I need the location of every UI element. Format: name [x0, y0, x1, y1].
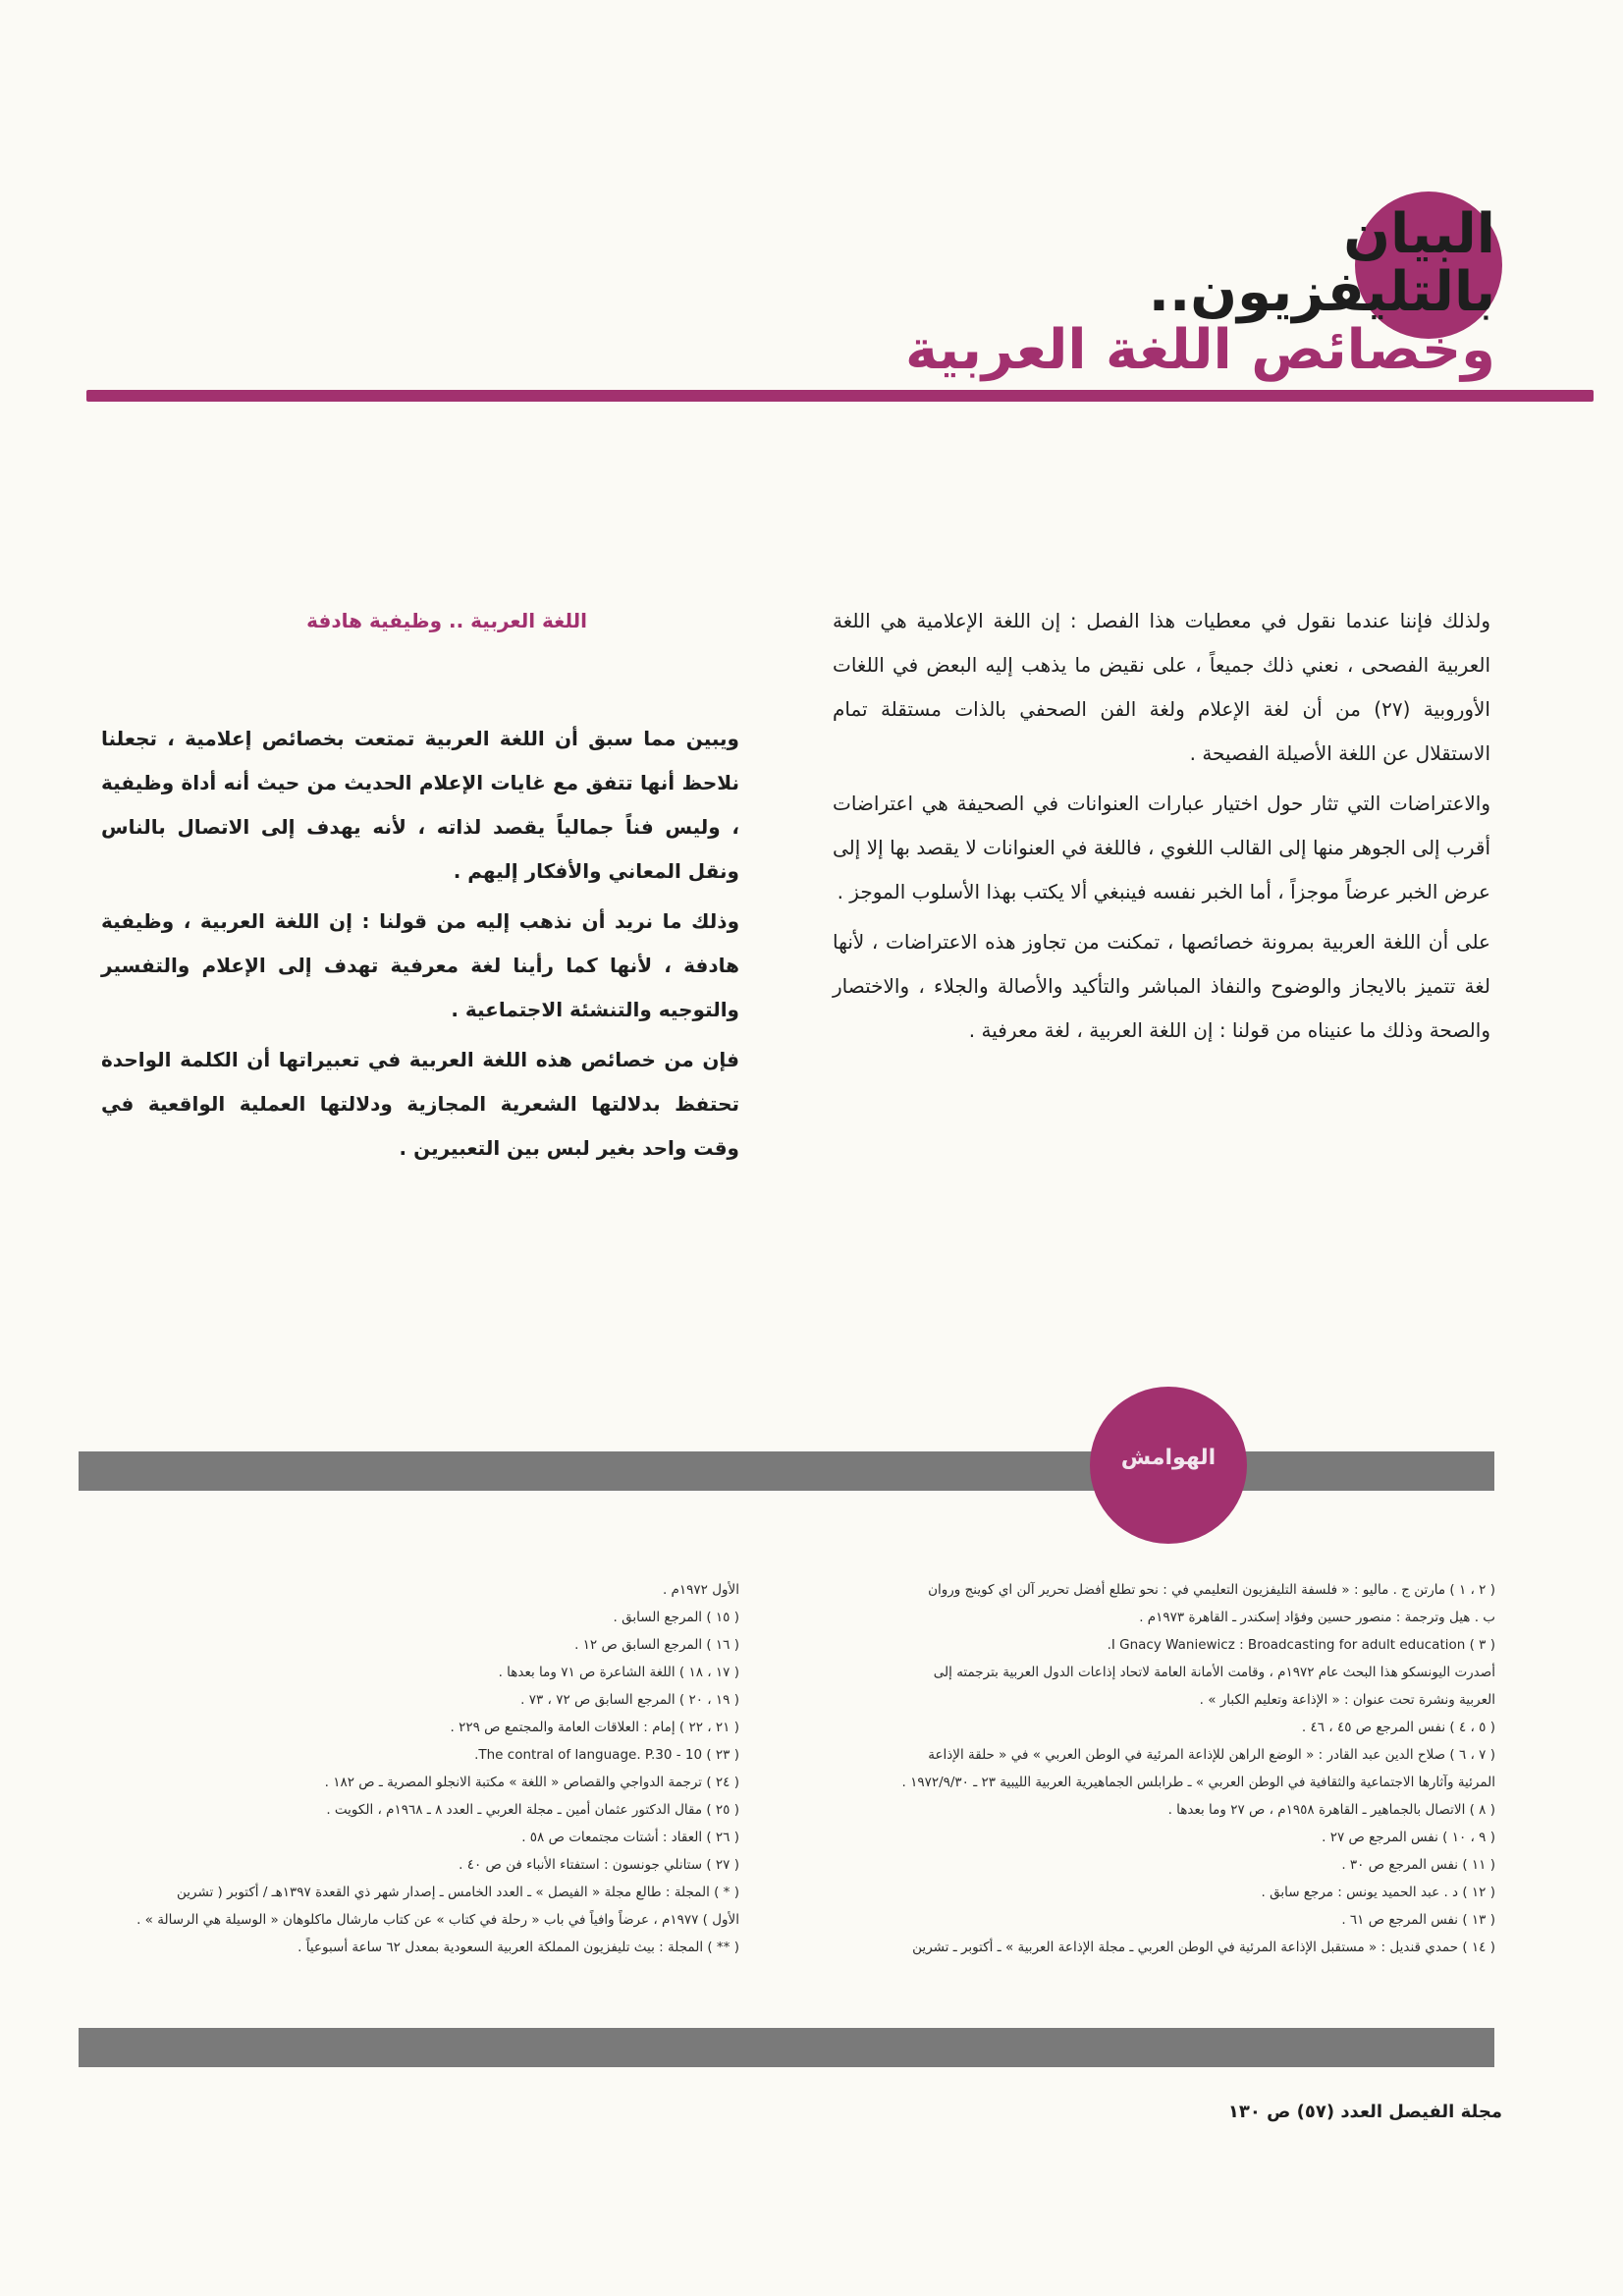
footnote-line: ( ١٧ ، ١٨ ) اللغة الشاعرة ص ٧١ وما بعدها .	[498, 1665, 739, 1680]
paragraph: على أن اللغة العربية بمرونة خصائصها ، تمكنت من تجاوز هذه الاعتراضات ، لأنها لغة تتميز بالايجاز والوضوح والنفاذ المباشر والتأكيد والأصالة والجلاء ، والاختصار والصحة وذلك ما عنيناه من قولنا : إن اللغة العربية ، لغة معرفية .	[833, 930, 1490, 1042]
footnote-line: ( ٢٥ ) مقال الدكتور عثمان أمين ـ مجلة العربي ـ العدد ٨ ـ ١٩٦٨م ، الكويت .	[326, 1802, 739, 1818]
footnote-line: ب . هيل وترجمة : منصور حسين وفؤاد إسكندر ـ القاهرة ١٩٧٣م .	[1139, 1610, 1495, 1625]
footnote-line: ( ** ) المجلة : بيث تليفزيون المملكة العربية السعودية بمعدل ٦٢ ساعة أسبوعياً .	[298, 1940, 739, 1955]
footnote-line: الأول ) ١٩٧٧م ، عرضاً وافياً في باب « رحلة في كتاب » عن كتاب مارشال ماكلوهان « الوسيلة هي الرسالة » .	[136, 1912, 739, 1928]
paragraph: ولذلك فإننا عندما نقول في معطيات هذا الفصل : إن اللغة الإعلامية هي اللغة العربية الفصحى ، نعني ذلك جميعاً ، على نقيض ما يذهب إليه البعض في اللغات الأوروبية (٢٧) من أن لغة الإعلام ولغة الفن الصحفي بالذات مستقلة تمام الاستقلال عن اللغة الأصيلة الفصيحة .	[833, 609, 1490, 765]
footnote-line: العربية ونشرة تحت عنوان : « الإذاعة وتعليم الكبار » .	[1199, 1692, 1495, 1708]
title-line-2: بالتليفزيون..	[1148, 259, 1495, 324]
footnotes-column-left	[111, 1576, 739, 1961]
footnote-line: المرئية وآثارها الاجتماعية والثقافية في الوطن العربي » ـ طرابلس الجماهيرية العربية الليبية ٢٣ ـ ١٩٧٢/٩/٣٠ .	[901, 1775, 1495, 1790]
paragraph: فإن من خصائص هذه اللغة العربية في تعبيراتها أن الكلمة الواحدة تحتفظ بدلالتها الشعرية المجازية ودلالتها العملية الواقعية في وقت واحد بغير لبس بين التعبيرين .	[101, 1048, 739, 1160]
bottom-divider-bar	[79, 2028, 1494, 2067]
paragraph: والاعتراضات التي تثار حول اختيار عبارات العنوانات في الصحيفة هي اعتراضات أقرب إلى الجوهر منها إلى القالب اللغوي ، فاللغة في العنوانات لا يقصد بها إلا إلى عرض الخبر عرضاً موجزاً ، أما الخبر نفسه فينبغي ألا يكتب بهذا الأسلوب الموجز .	[833, 792, 1490, 903]
footnote-line: ( ٩ ، ١٠ ) نفس المرجع ص ٢٧ .	[1322, 1830, 1495, 1845]
title-line-3: وخصائص اللغة العربية	[905, 317, 1495, 382]
footnote-line: ( ٢٣ ) The contral of language. P.30 - 10.	[474, 1747, 739, 1763]
title-line-1: البيان	[1343, 202, 1495, 266]
footnote-line: ( ١٦ ) المرجع السابق ص ١٢ .	[574, 1637, 739, 1653]
paragraph: ويبين مما سبق أن اللغة العربية تمتعت بخصائص إعلامية ، تجعلنا نلاحظ أنها تتفق مع غايات الإعلام الحديث من حيث أنه أداة وظيفية ، وليس فناً جمالياً يقصد لذاته ، لأنه يهدف إلى الاتصال بالناس ونقل المعاني والأفكار إليهم .	[101, 727, 739, 883]
footnote-line: ( ١٥ ) المرجع السابق .	[613, 1610, 739, 1625]
footnote-line: ( ٢ ، ١ ) مارتن ج . ماليو : « فلسفة التليفزيون التعليمي في : نحو تطلع أفضل تحرير آلن اي كوينج وروان	[928, 1582, 1495, 1598]
footnote-line: ( ٧ ، ٦ ) صلاح الدين عبد القادر : « الوضع الراهن للإذاعة المرئية في الوطن العربي » في « حلقة الإذاعة	[928, 1747, 1495, 1763]
footnote-line: ( ١٢ ) د . عبد الحميد يونس : مرجع سابق .	[1261, 1885, 1495, 1900]
footnote-line: ( ٢١ ، ٢٢ ) إمام : العلاقات العامة والمجتمع ص ٢٢٩ .	[450, 1720, 739, 1735]
footnote-line: ( ٥ ، ٤ ) نفس المرجع ص ٤٥ ، ٤٦ .	[1301, 1720, 1495, 1735]
body-column-right	[833, 599, 1490, 1059]
footnotes-column-right	[808, 1576, 1495, 1961]
page-footer: مجلة الفيصل العدد (٥٧) ص ١٣٠	[1227, 2102, 1502, 2122]
title-divider	[86, 390, 1594, 402]
footnotes-label: الهوامش	[1120, 1446, 1217, 1470]
footnote-line: ( ١٩ ، ٢٠ ) المرجع السابق ص ٧٢ ، ٧٣ .	[520, 1692, 739, 1708]
footnote-line: ( ٣ ) I Gnacy Waniewicz : Broadcasting for adult education.	[1107, 1637, 1495, 1653]
footnote-line: ( * ) المجلة : طالع مجلة « الفيصل » ـ العدد الخامس ـ إصدار شهر ذي القعدة ١٣٩٧هـ / أكتوبر ( تشرين	[176, 1885, 739, 1900]
footnote-line: أصدرت اليونسكو هذا البحث عام ١٩٧٢م ، وقامت الأمانة العامة لاتحاد إذاعات الدول العربية بترجمته إلى	[933, 1665, 1495, 1680]
body-column-left	[101, 717, 739, 1176]
footnote-line: ( ١٣ ) نفس المرجع ص ٦١ .	[1341, 1912, 1495, 1928]
section-subheading: اللغة العربية .. وظيفية هادفة	[306, 609, 587, 632]
article-title	[612, 202, 1495, 382]
footnote-line: ( ٢٦ ) العقاد : أشتات مجتمعات ص ٥٨ .	[521, 1830, 739, 1845]
footnote-line: ( ١٤ ) حمدي قنديل : « مستقبل الإذاعة المرئية في الوطن العربي ـ مجلة الإذاعة العربية » ـ أكتوبر ـ تشرين	[912, 1940, 1495, 1955]
footnote-line: ( ٢٧ ) ستانلي جونسون : استفتاء الأنباء فن ص ٤٠ .	[459, 1857, 739, 1873]
footnotes-header-bar	[79, 1451, 1494, 1491]
footnote-line: الأول ١٩٧٢م .	[662, 1582, 739, 1598]
footnote-line: ( ٨ ) الاتصال بالجماهير ـ القاهرة ١٩٥٨م ، ص ٢٧ وما بعدها .	[1167, 1802, 1495, 1818]
footnote-line: ( ١١ ) نفس المرجع ص ٣٠ .	[1341, 1857, 1495, 1873]
footnote-line: ( ٢٤ ) ترجمة الدواجي والقصاص « اللغة » مكتبة الانجلو المصرية ـ ص ١٨٢ .	[324, 1775, 739, 1790]
paragraph: وذلك ما نريد أن نذهب إليه من قولنا : إن اللغة العربية ، وظيفية هادفة ، لأنها كما رأينا لغة معرفية تهدف إلى الإعلام والتفسير والتوجيه والتنشئة الاجتماعية .	[101, 909, 739, 1021]
